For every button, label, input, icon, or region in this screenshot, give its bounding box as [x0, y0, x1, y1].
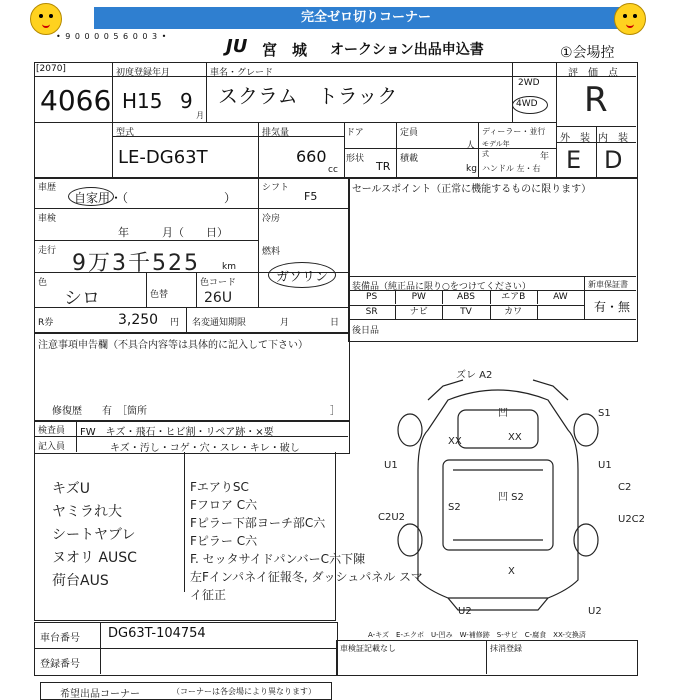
equipment-item: ナビ	[395, 305, 443, 319]
hope-corner-label: 希望出品コーナー	[60, 689, 140, 700]
damage-label: XX	[448, 436, 462, 447]
color-label: 色	[38, 278, 48, 288]
new-car-warranty-label: 新車保証書	[588, 280, 628, 289]
mascot-icon-right	[614, 3, 646, 35]
handle-label: ハンドル 左・右	[482, 164, 541, 173]
note-line: シートヤブレ	[52, 527, 136, 543]
color-change-label: 色替	[150, 290, 169, 300]
door-label: ドア	[346, 128, 364, 138]
dealer-label: ディーラー・並行	[482, 127, 546, 136]
recorder-label: 記入員	[38, 442, 66, 452]
damage-label: S1	[598, 408, 611, 419]
note-line: イ征正	[190, 588, 227, 602]
inspect-row-2: キズ・汚し・コゲ・穴・スレ・キレ・破し	[110, 443, 300, 454]
damage-label: U1	[598, 460, 612, 471]
reg-status-2: 抹消登録	[490, 644, 522, 653]
damage-label: ズレ A2	[456, 370, 493, 381]
equipment-item: SR	[348, 305, 396, 319]
inspector-label: 検査員	[38, 426, 66, 436]
note-line: F. セッタサイドパンバーC六下陳	[190, 552, 366, 566]
diagram-legend: A-キズ E-エクボ U-凹み W-補修跡 S-サビ C-腐食 XX-交換済	[368, 631, 586, 639]
equipment-item: エアB	[490, 290, 538, 304]
name-grade-value: スクラム トラック	[218, 84, 398, 108]
note-line: Fピラー C六	[190, 534, 258, 548]
damage-label: U2C2	[618, 514, 646, 525]
damage-label: U2	[458, 606, 472, 617]
capacity-label: 定員	[400, 128, 419, 138]
vehicle-id-small: [2070]	[36, 64, 66, 74]
damage-label: 凹	[498, 408, 508, 419]
cooling-label: 冷房	[262, 214, 281, 224]
shift-value: F5	[304, 190, 318, 203]
r-ticket-label: R券	[38, 318, 54, 328]
hope-corner-note: （コーナーは各会場により異なります）	[172, 687, 316, 696]
exterior-grade: E	[566, 146, 582, 174]
barcode-digits: • 9 0 0 0 0 5 6 0 0 3 •	[56, 32, 168, 41]
equipment-item: PS	[348, 290, 396, 304]
note-line: FエアりSC	[190, 480, 249, 494]
note-line: 左Fインパネイ征報冬, ダッシュパネル スマ	[190, 570, 423, 584]
damage-label: C2	[618, 482, 632, 493]
grade-label: 評 価 点	[568, 68, 618, 79]
venue-prefix: 宮 城	[262, 41, 308, 59]
lot-number: 4066	[40, 84, 112, 117]
note-line: ヌオリ AUSC	[52, 550, 137, 566]
name-change-month: 月	[280, 318, 290, 328]
declaration-label: 注意事項申告欄（不具合内容等は具体的に記入して下さい）	[38, 340, 308, 351]
wheels	[398, 414, 598, 556]
damage-label: XX	[508, 432, 522, 443]
equipment-item: PW	[395, 290, 443, 304]
registration-label: 登録番号	[40, 659, 80, 670]
shape-value: TR	[376, 160, 391, 173]
banner-title: 完全ゼロ切りコーナー	[94, 7, 638, 29]
first-reg-label: 初度登録年月	[116, 68, 171, 78]
equipment-item: AW	[553, 292, 568, 302]
note-line: Fフロア C六	[190, 498, 258, 512]
inspection-label: 車検	[38, 214, 57, 224]
displacement-value: 660	[296, 147, 327, 166]
mileage-label: 走行	[38, 246, 57, 256]
equipment-grid	[348, 290, 584, 319]
equipment-item	[537, 305, 584, 319]
name-grade-label: 車名・グレード	[210, 68, 274, 78]
load-label: 積載	[400, 154, 419, 164]
chassis-value: DG63T-104754	[108, 626, 206, 641]
left-notes	[52, 478, 137, 593]
color-value: シロ	[64, 288, 100, 309]
note-line: キズU	[52, 481, 90, 497]
exterior-label: 外 装	[560, 133, 590, 144]
color-code-label: 色コード	[200, 278, 237, 288]
mascot-icon-left	[30, 3, 62, 35]
note-line: 荷台AUS	[52, 573, 109, 589]
history-value: 自家用・（ ）	[74, 191, 237, 205]
interior-label: 内 装	[598, 133, 628, 144]
name-change-day: 日	[330, 318, 340, 328]
rear-seat-label: 後日品	[352, 326, 380, 336]
name-change-label: 名変通知期限	[192, 318, 247, 328]
damage-label: U2	[588, 606, 602, 617]
reg-status-1: 車検証記載なし	[340, 644, 396, 653]
color-code-value: 26U	[204, 290, 233, 306]
damage-label: U1	[384, 460, 398, 471]
interior-grade: D	[604, 146, 623, 174]
mileage-unit: km	[222, 262, 236, 272]
damage-label: S2	[448, 502, 461, 513]
fuel-label: 燃料	[262, 247, 281, 257]
damage-label: X	[508, 566, 515, 577]
mileage-value: 9万3千525	[72, 251, 200, 276]
load-unit: kg	[466, 164, 477, 174]
form-title: オークション出品申込書	[330, 42, 484, 58]
model-year-label: モデル年式	[482, 140, 510, 158]
equipment-item: カワ	[490, 305, 538, 319]
drive-4wd: 4WD	[516, 99, 538, 109]
repair-label: 修復歴 有 ［箇所	[52, 406, 147, 417]
r-ticket-value: 3,250	[118, 312, 159, 328]
venue-badge: ①会場控	[560, 45, 615, 61]
r-ticket-yen: 円	[170, 318, 180, 328]
sales-point-label: セールスポイント（正常に機能するものに限ります）	[352, 184, 592, 195]
damage-label: 凹 S2	[498, 492, 524, 503]
equipment-item: ABS	[442, 290, 490, 304]
note-line: Fピラー下部ヨーチ部C六	[190, 516, 326, 530]
shift-label: シフト	[262, 183, 290, 193]
chassis-label: 車台番号	[40, 633, 80, 644]
month-unit: 月	[196, 111, 204, 120]
warranty-options: 有・無	[594, 300, 631, 314]
equipment-label: 装備品（純正品に限り○をつけてください）	[352, 282, 531, 292]
model-label: 型式	[116, 128, 135, 138]
first-reg-era: H15	[122, 89, 163, 113]
year-unit: 年	[540, 152, 550, 162]
vehicle-damage-diagram	[348, 340, 652, 640]
fuel-value: ガソリン	[276, 270, 329, 285]
displacement-label: 排気量	[262, 128, 290, 138]
damage-label: C2U2	[378, 512, 406, 523]
displacement-unit: cc	[328, 165, 338, 175]
shape-label: 形状	[346, 154, 365, 164]
equipment-item: TV	[442, 305, 490, 319]
first-reg-month: 9	[180, 89, 193, 113]
person-label: 人	[466, 141, 476, 151]
ju-logo: JU	[226, 36, 248, 57]
model-value: LE-DG63T	[118, 147, 208, 168]
inspection-value: 年 月（ 日）	[118, 226, 228, 239]
note-line: ヤミラれ大	[52, 504, 122, 520]
drive-2wd: 2WD	[518, 78, 540, 88]
inspect-row-1: FW キズ・飛石・ヒビ割・リペア跡・×要	[80, 427, 274, 438]
grade-value: R	[584, 80, 608, 120]
history-label: 車歴	[38, 183, 57, 193]
